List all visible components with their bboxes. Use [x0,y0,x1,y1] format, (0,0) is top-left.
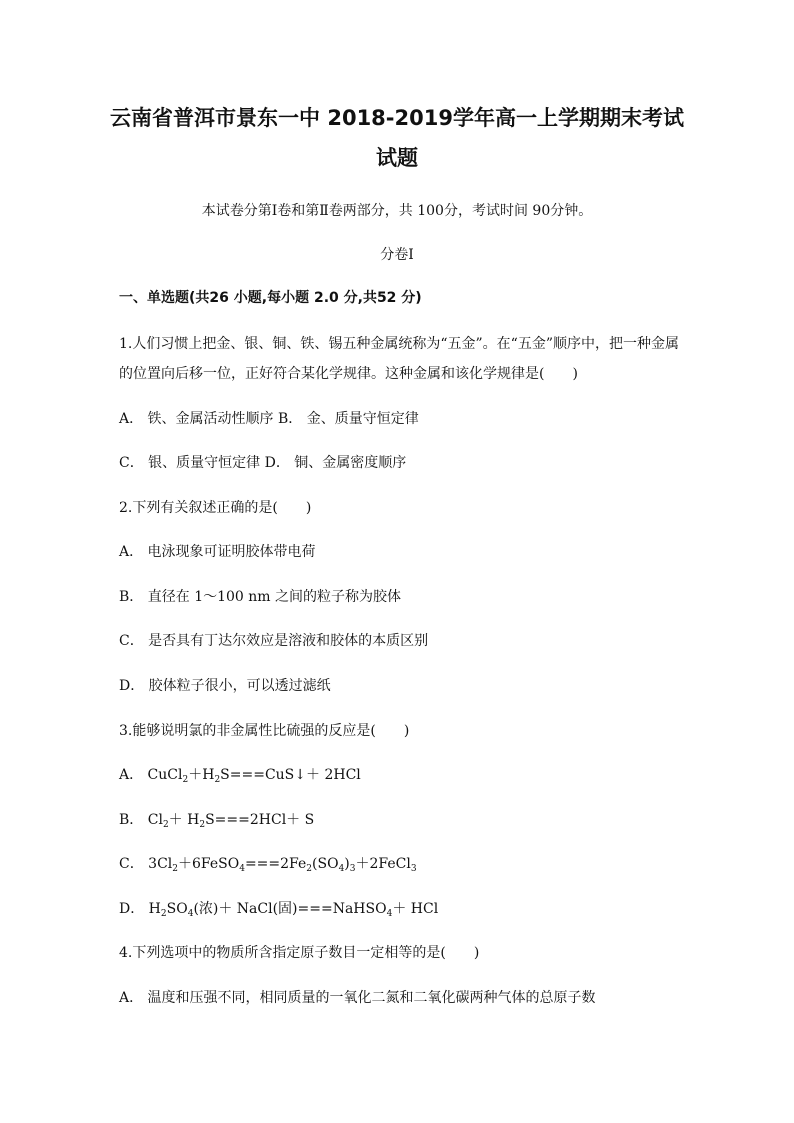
question-3-option-b: B． $Cl_2+ H_2S===2HCl+ S$ [119,812,315,830]
question-3-option-c: C． $3Cl_2+6FeSO_4===2Fe_2(SO_4)_3+2FeCl_3$ [119,856,417,874]
part-label: 分卷I [380,247,414,263]
question-3-option-d: D． $H_2SO_4$(浓)＋ NaCl(固)===NaHSO$_4$＋ HCl [119,901,439,919]
question-2-option-a: A． 电泳现象可证明胶体带电荷 [119,544,316,560]
question-2-option-c: C． 是否具有丁达尔效应是溶液和胶体的本质区别 [119,633,429,649]
question-4-option-a: A． 温度和压强不同，相同质量的一氧化二氮和二氧化碳两种气体的总原子数 [119,990,596,1006]
document-title-line2: 试题 [376,146,418,170]
question-1-stem-line1: 1.人们习惯上把金、银、铜、铁、锡五种金属统称为“五金”。在“五金”顺序中，把一种金属 [119,336,679,352]
question-2-option-d: D． 胶体粒子很小，可以透过滤纸 [119,678,331,694]
question-4-stem: 4.下列选项中的物质所含指定原子数目一定相等的是( ) [119,945,480,961]
question-3-option-a: A． $CuCl_2+H_2S===CuS↓+ 2HCl$ [119,767,361,785]
question-1-options-line2: C． 银、质量守恒定律 D． 铜、金属密度顺序 [119,455,407,471]
exam-intro: 本试卷分第Ⅰ卷和第Ⅱ卷两部分，共 100分，考试时间 90分钟。 [201,203,593,219]
question-1-stem-line2: 的位置向后移一位，正好符合某化学规律。这种金属和该化学规律是( ) [119,366,578,382]
question-2-option-b: B． 直径在 1～100 nm 之间的粒子称为胶体 [119,589,402,605]
document-title-line1: 云南省普洱市景东一中 2018-2019学年高一上学期期末考试 [110,106,684,130]
question-1-options-line1: A． 铁、金属活动性顺序 B． 金、质量守恒定律 [119,411,419,427]
question-2-stem: 2.下列有关叙述正确的是( ) [119,500,312,516]
section-heading: 一、单选题(共26 小题,每小题 2.0 分,共52 分) [119,290,422,306]
question-3-stem: 3.能够说明氯的非金属性比硫强的反应是( ) [119,723,410,739]
